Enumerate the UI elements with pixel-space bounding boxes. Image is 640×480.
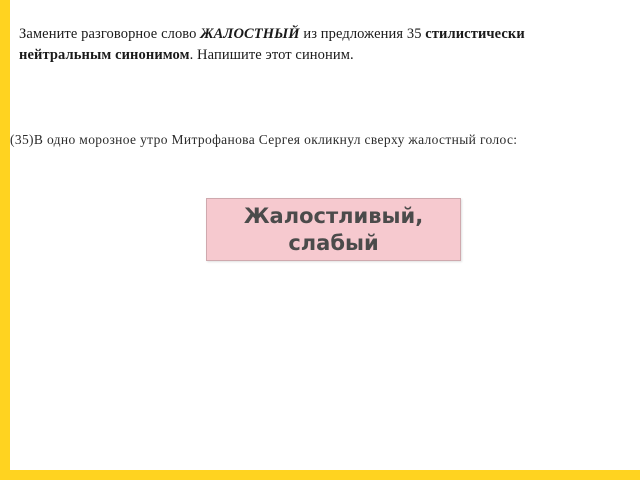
task-target-word: ЖАЛОСТНЫЙ [200,26,300,42]
answer-line-2: слабый [288,230,379,255]
slide-content [10,0,640,470]
left-accent-bar [0,0,10,480]
task-emphasis: стилистически нейтральным синонимом [19,26,525,64]
source-sentence: (35)В одно морозное утро Митрофанова Сергея окликнул сверху жалостный голос: [10,132,518,147]
answer-text [244,203,423,256]
answer-line-1: Жалостливый, [243,204,424,229]
bottom-accent-bar [0,470,640,480]
task-part-3: . Напишите этот синоним. [189,47,354,64]
task-part-2: из предложения 35 [299,26,426,42]
task-part-1: Замените разговорное слово [19,26,201,42]
answer-box [206,198,461,261]
task-statement [19,24,619,66]
